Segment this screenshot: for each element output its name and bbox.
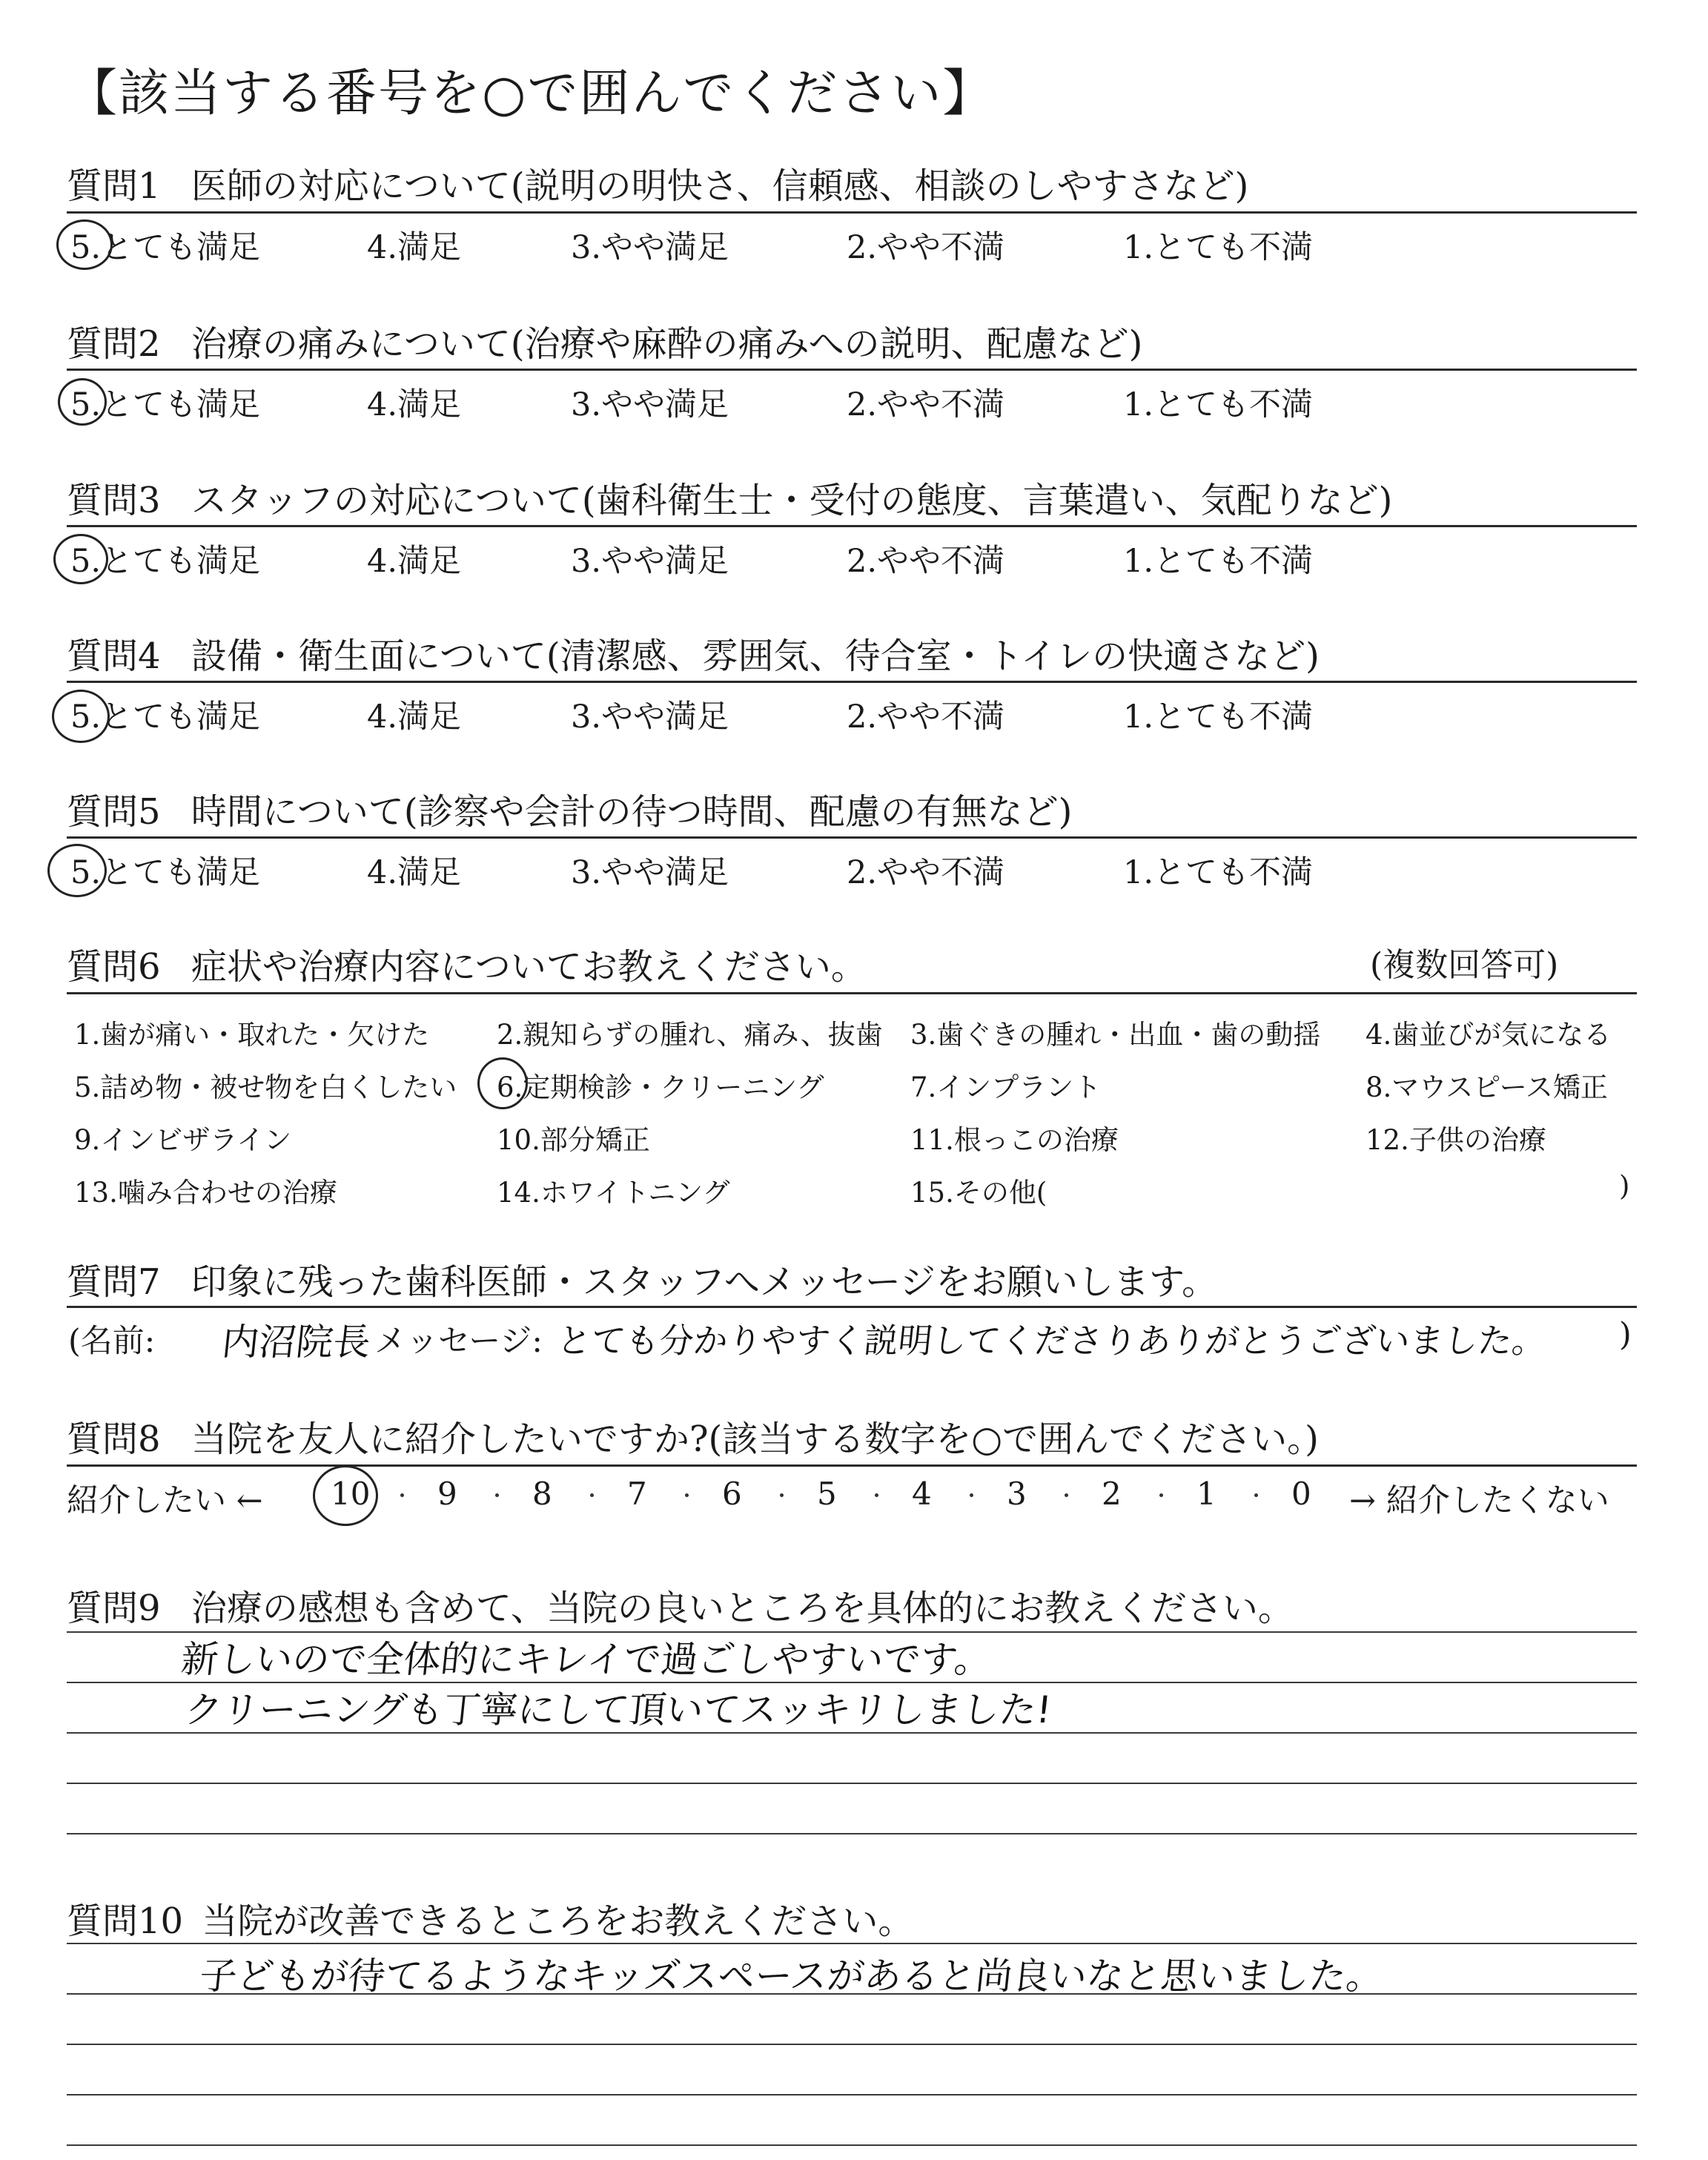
q7-close-paren: ) [1619, 1316, 1632, 1353]
question-3-label: 質問3 [67, 480, 161, 521]
q1-option-3[interactable]: 3.やや満足 [571, 229, 729, 266]
q3-option-5[interactable]: 5.とても満足 [70, 543, 261, 580]
q8-separator-dot [685, 1493, 689, 1497]
q6-option-4[interactable]: 4.歯並びが気になる [1366, 1019, 1612, 1051]
question-2-text: 治療の痛みについて(治療や麻酔の痛みへの説明、配慮など) [191, 323, 1143, 365]
q2-option-4[interactable]: 4.満足 [367, 386, 462, 423]
q8-scale-7[interactable]: 7 [627, 1476, 647, 1512]
q9-answer-line-1: 新しいので全体的にキレイで過ごしやすいです。 [179, 1638, 994, 1681]
q4-option-1[interactable]: 1.とても不満 [1123, 698, 1314, 736]
q4-option-5[interactable]: 5.とても満足 [70, 698, 261, 736]
survey-title: 【該当する番号を○で囲んでください】 [67, 65, 995, 123]
q6-option-11[interactable]: 11.根っこの治療 [910, 1124, 1119, 1156]
q5-option-2[interactable]: 2.やや不満 [847, 854, 1005, 891]
q7-name-label: (名前: [68, 1323, 156, 1360]
q8-separator-dot [400, 1493, 404, 1497]
q2-selection-circle [58, 378, 107, 426]
question-1-label: 質問1 [67, 165, 161, 207]
q9-answer-line-2: クリーニングも丁寧にして頂いてスッキリしました! [182, 1688, 1054, 1731]
q1-option-5[interactable]: 5.とても満足 [70, 229, 261, 266]
question-7-label: 質問7 [67, 1261, 161, 1303]
q6-selection-circle [477, 1057, 528, 1109]
question-4-label: 質問4 [67, 635, 161, 677]
question-4-heading [67, 627, 1320, 678]
question-6-multi-answer-note: (複数回答可) [1370, 946, 1559, 984]
q1-option-1[interactable]: 1.とても不満 [1123, 229, 1314, 266]
q6-option-5[interactable]: 5.詰め物・被せ物を白くしたい [74, 1071, 457, 1103]
q3-selection-circle [53, 534, 108, 584]
q3-option-2[interactable]: 2.やや不満 [847, 543, 1005, 580]
q6-option-7[interactable]: 7.インプラント [910, 1071, 1102, 1103]
q7-name-handwritten: 内沼院長 [219, 1321, 373, 1364]
question-1-rule [67, 211, 1637, 214]
q1-selection-circle [56, 219, 113, 270]
q1-option-4[interactable]: 4.満足 [367, 229, 462, 266]
q6-option-2[interactable]: 2.親知らずの腫れ、痛み、抜歯 [497, 1019, 883, 1051]
q8-separator-dot [1159, 1493, 1163, 1497]
question-6-heading [67, 938, 867, 989]
question-4-text: 設備・衛生面について(清潔感、雰囲気、待合室・トイレの快適さなど) [191, 635, 1320, 677]
question-5-text: 時間について(診察や会計の待つ時間、配慮の有無など) [191, 791, 1073, 833]
question-3-rule [67, 525, 1637, 527]
q8-left-label: 紹介したい ← [67, 1482, 263, 1519]
q8-scale-9[interactable]: 9 [437, 1476, 457, 1512]
q7-message-handwritten: とても分かりやすく説明してくださりありがとうございました。 [555, 1321, 1549, 1361]
question-6-rule [67, 992, 1637, 994]
question-8-rule [67, 1464, 1637, 1467]
q5-option-4[interactable]: 4.満足 [367, 854, 462, 891]
question-10-heading [67, 1892, 913, 1943]
question-7-text: 印象に残った歯科医師・スタッフへメッセージをお願いします。 [191, 1261, 1218, 1303]
q4-option-4[interactable]: 4.満足 [367, 698, 462, 736]
question-6-label: 質問6 [67, 946, 161, 988]
q6-option-9[interactable]: 9.インビザライン [74, 1124, 292, 1156]
q3-option-1[interactable]: 1.とても不満 [1123, 543, 1314, 580]
question-1-heading [67, 157, 1248, 208]
question-9-label: 質問9 [67, 1588, 161, 1629]
q8-separator-dot [970, 1493, 973, 1497]
q6-option-10[interactable]: 10.部分矯正 [497, 1124, 650, 1156]
q6-option-15[interactable]: 15.その他( [910, 1177, 1047, 1209]
q6-option-1[interactable]: 1.歯が痛い・取れた・欠けた [74, 1019, 430, 1051]
question-6-text: 症状や治療内容についてお教えください。 [191, 946, 867, 988]
q2-option-3[interactable]: 3.やや満足 [571, 386, 729, 423]
q10-answer-rule [67, 1943, 1637, 1944]
q7-message-label: メッセージ: [374, 1323, 543, 1360]
q10-answer-rule [67, 2144, 1637, 2146]
question-5-label: 質問5 [67, 791, 161, 833]
question-3-text: スタッフの対応について(歯科衛生士・受付の態度、言葉遣い、気配りなど) [191, 480, 1393, 521]
question-5-heading [67, 783, 1072, 834]
q6-option-13[interactable]: 13.噛み合わせの治療 [74, 1177, 337, 1209]
q6-option-12[interactable]: 12.子供の治療 [1366, 1124, 1546, 1156]
q10-answer-line-1: 子どもが待てるようなキッズスペースがあると尚良いなと思いました。 [197, 1955, 1386, 1998]
q8-right-label: → 紹介したくない [1349, 1482, 1609, 1519]
q8-scale-6[interactable]: 6 [722, 1476, 742, 1512]
q6-option-8[interactable]: 8.マウスピース矯正 [1366, 1071, 1608, 1103]
q5-option-1[interactable]: 1.とても不満 [1123, 854, 1314, 891]
q8-scale-0[interactable]: 0 [1291, 1476, 1311, 1512]
q8-scale-3[interactable]: 3 [1007, 1476, 1027, 1512]
q6-option-6[interactable]: 6.定期検診・クリーニング [497, 1071, 824, 1103]
q9-answer-rule [67, 1783, 1637, 1784]
question-10-label: 質問10 [67, 1900, 184, 1942]
question-9-heading [67, 1579, 1294, 1631]
q5-option-3[interactable]: 3.やや満足 [571, 854, 729, 891]
q10-answer-rule [67, 2044, 1637, 2045]
question-3-heading [67, 472, 1392, 523]
q6-option-3[interactable]: 3.歯ぐきの腫れ・出血・歯の動揺 [910, 1019, 1321, 1051]
q2-option-1[interactable]: 1.とても不満 [1123, 386, 1314, 423]
q8-scale-4[interactable]: 4 [912, 1476, 932, 1512]
q6-option-15-close: ) [1619, 1170, 1630, 1202]
q3-option-3[interactable]: 3.やや満足 [571, 543, 729, 580]
q3-option-4[interactable]: 4.満足 [367, 543, 462, 580]
q8-scale-1[interactable]: 1 [1196, 1476, 1217, 1512]
q8-scale-8[interactable]: 8 [532, 1476, 552, 1512]
question-9-text: 治療の感想も含めて、当院の良いところを具体的にお教えください。 [191, 1588, 1294, 1629]
question-10-text: 当院が改善できるところをお教えください。 [202, 1900, 914, 1942]
q8-selection-circle [313, 1465, 378, 1526]
q2-option-5[interactable]: 5.とても満足 [70, 386, 261, 423]
q2-option-2[interactable]: 2.やや不満 [847, 386, 1005, 423]
q8-separator-dot [590, 1493, 594, 1497]
q4-option-3[interactable]: 3.やや満足 [571, 698, 729, 736]
q1-option-2[interactable]: 2.やや不満 [847, 229, 1005, 266]
q4-selection-circle [52, 690, 110, 743]
q10-answer-rule [67, 2094, 1637, 2095]
q4-option-2[interactable]: 2.やや不満 [847, 698, 1005, 736]
question-1-text: 医師の対応について(説明の明快さ、信頼感、相談のしやすさなど) [191, 165, 1249, 207]
q8-scale-10[interactable]: 10 [331, 1476, 371, 1512]
q9-answer-rule [67, 1833, 1637, 1834]
question-2-heading [67, 315, 1142, 366]
question-2-label: 質問2 [67, 323, 161, 365]
question-4-rule [67, 681, 1637, 683]
question-5-rule [67, 836, 1637, 839]
question-7-heading [67, 1253, 1217, 1304]
question-8-heading [67, 1410, 1319, 1462]
q8-separator-dot [495, 1493, 499, 1497]
question-8-label: 質問8 [67, 1418, 161, 1460]
q8-separator-dot [1254, 1493, 1258, 1497]
q8-separator-dot [1065, 1493, 1068, 1497]
q5-selection-circle [47, 844, 107, 897]
q8-scale-5[interactable]: 5 [817, 1476, 837, 1512]
q5-option-5[interactable]: 5.とても満足 [70, 854, 261, 891]
q8-scale-2[interactable]: 2 [1102, 1476, 1122, 1512]
q6-option-14[interactable]: 14.ホワイトニング [497, 1177, 730, 1209]
question-8-text: 当院を友人に紹介したいですか?(該当する数字を○で囲んでください。) [191, 1418, 1319, 1460]
question-7-rule [67, 1306, 1637, 1308]
q8-separator-dot [780, 1493, 784, 1497]
q8-separator-dot [875, 1493, 878, 1497]
question-2-rule [67, 369, 1637, 371]
